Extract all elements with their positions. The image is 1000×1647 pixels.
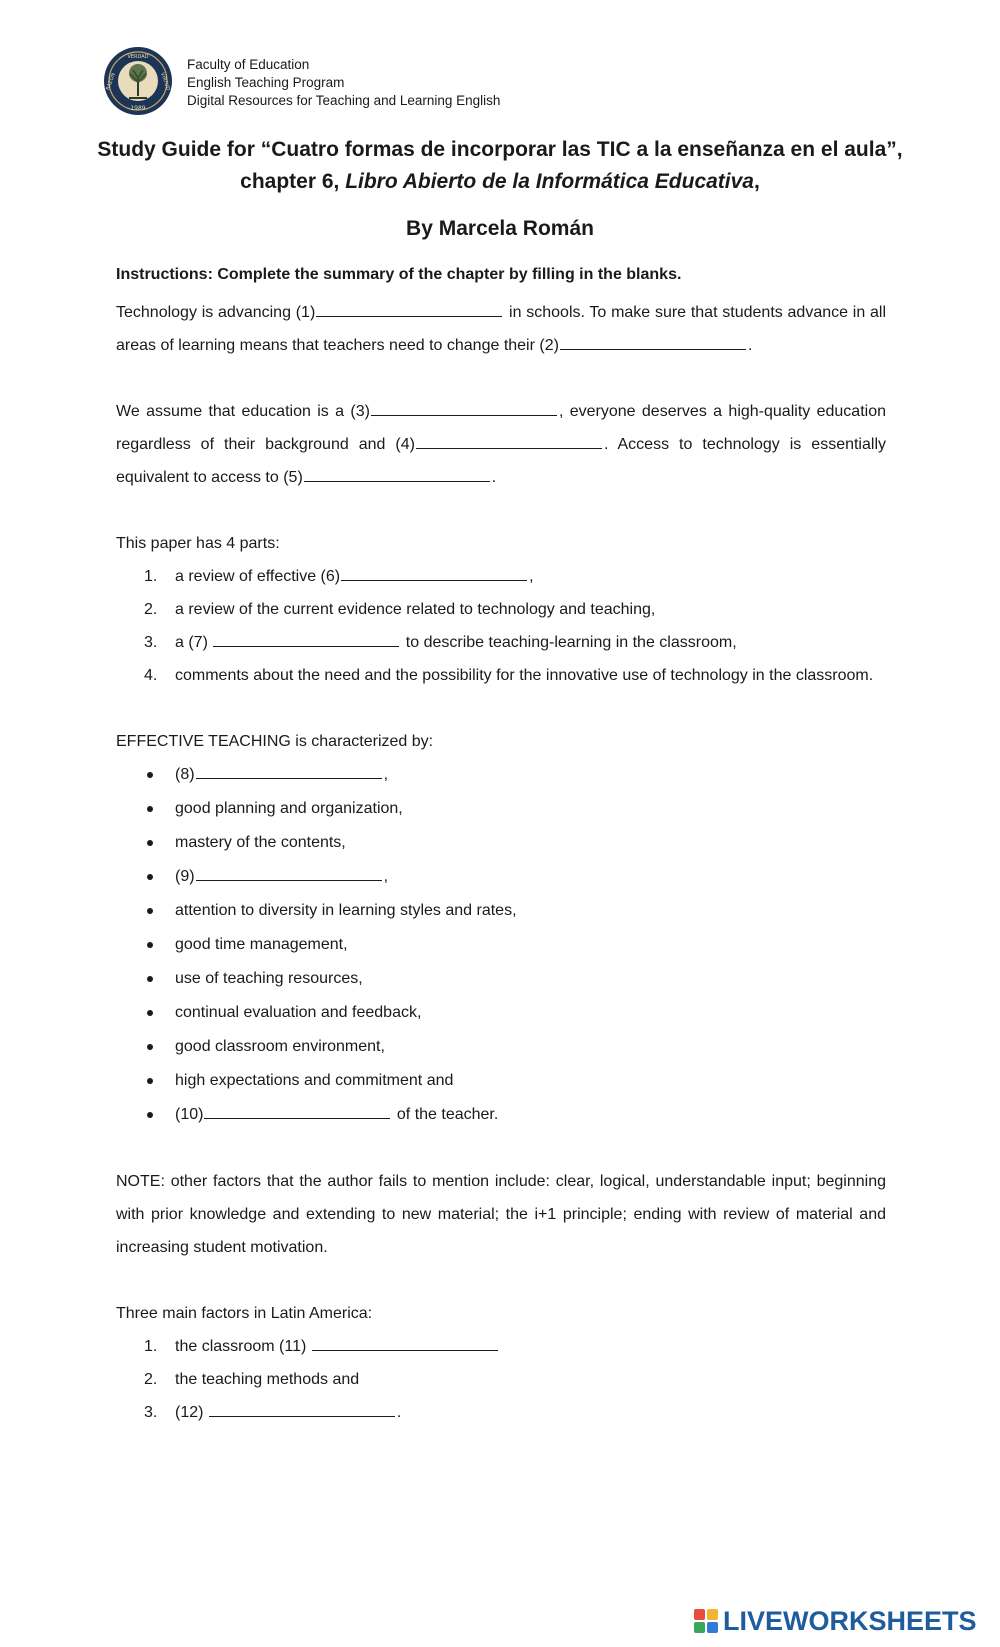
text: (8) <box>175 766 195 783</box>
title-comma: , <box>754 170 760 193</box>
text: use of teaching resources, <box>175 970 363 987</box>
item-number: 4. <box>144 667 158 684</box>
header-text <box>187 56 587 110</box>
list-item <box>116 928 886 962</box>
text: comments about the need and the possibility for the innovative use of technology in the classroom. <box>175 667 874 684</box>
parts-list <box>116 560 886 692</box>
bullet <box>147 874 153 880</box>
effective-list <box>116 758 886 1132</box>
text: of the teacher. <box>392 1106 499 1123</box>
effective-intro: EFFECTIVE TEACHING is characterized by: <box>116 733 434 750</box>
blank-3[interactable] <box>371 399 557 416</box>
list-item <box>116 996 886 1030</box>
latin-list <box>116 1330 886 1429</box>
text: to describe teaching-learning in the classroom, <box>401 634 737 651</box>
author: By Marcela Román <box>406 217 594 240</box>
list-item <box>116 626 886 659</box>
list-item <box>116 1098 886 1132</box>
program-line: English Teaching Program <box>187 75 345 90</box>
text: We assume that education is a (3) <box>116 403 370 420</box>
list-item <box>116 826 886 860</box>
resources-line: Digital Resources for Teaching and Learning English <box>187 93 501 108</box>
text: good planning and organization, <box>175 800 403 817</box>
svg-text:1989: 1989 <box>130 105 146 112</box>
text: a review of effective (6) <box>175 568 341 585</box>
blank-8[interactable] <box>196 762 382 779</box>
university-seal <box>103 46 173 116</box>
text: good time management, <box>175 936 348 953</box>
text: high expectations and commitment and <box>175 1072 454 1089</box>
item-number: 1. <box>144 1338 158 1355</box>
bullet <box>147 806 153 812</box>
page-title <box>80 134 920 198</box>
text: a (7) <box>175 634 213 651</box>
list-item <box>116 758 886 792</box>
bullet <box>147 942 153 948</box>
bullet <box>147 840 153 846</box>
blank-9[interactable] <box>196 864 382 881</box>
list-item <box>116 1396 886 1429</box>
text: , <box>383 868 389 885</box>
item-number: 2. <box>144 601 158 618</box>
text: the classroom (11) <box>175 1338 311 1355</box>
text: in schools. To make sure that students advance in all areas of learning means that teachers need to change their (2) <box>116 304 886 354</box>
text: , everyone deserves a high-quality education regardless of their background and (4) <box>116 403 886 453</box>
svg-text:VIRTUD: VIRTUD <box>158 71 171 92</box>
text: , <box>529 568 534 585</box>
text: (9) <box>175 868 195 885</box>
bullet <box>147 772 153 778</box>
text: , <box>383 766 389 783</box>
list-item <box>116 792 886 826</box>
list-item <box>116 894 886 928</box>
title-book: Libro Abierto de la Informática Educativa <box>345 170 754 193</box>
bullet <box>147 976 153 982</box>
bullet <box>147 1010 153 1016</box>
list-item <box>116 860 886 894</box>
text: good classroom environment, <box>175 1038 385 1055</box>
paragraph-1 <box>116 296 886 362</box>
title-line-2 <box>80 166 920 198</box>
list-item <box>116 1363 886 1396</box>
text: the teaching methods and <box>175 1371 360 1388</box>
worksheet-content <box>116 264 886 1429</box>
latin-intro: Three main factors in Latin America: <box>116 1305 373 1322</box>
liveworksheets-icon <box>693 1608 719 1634</box>
item-number: 1. <box>144 568 158 585</box>
paragraph-2 <box>116 395 886 494</box>
text: Technology is advancing (1) <box>116 304 316 321</box>
parts-intro: This paper has 4 parts: <box>116 535 280 552</box>
title-chapter: chapter 6, <box>240 170 346 193</box>
note: NOTE: other factors that the author fails to mention include: clear, logical, understandable input; beginning with prior knowledge and extending to new material; the i+1 principle; ending with review of material and increasing student motivation. <box>116 1173 886 1256</box>
list-item <box>116 659 886 692</box>
blank-11[interactable] <box>312 1334 498 1351</box>
blank-2[interactable] <box>560 333 746 350</box>
blank-5[interactable] <box>304 465 490 482</box>
text: attention to diversity in learning styles and rates, <box>175 902 517 919</box>
bullet <box>147 1078 153 1084</box>
bullet <box>147 1112 153 1118</box>
blank-1[interactable] <box>316 300 502 317</box>
list-item <box>116 1064 886 1098</box>
list-item <box>116 560 886 593</box>
list-item <box>116 1330 886 1363</box>
item-number: 3. <box>144 1404 158 1421</box>
blank-10[interactable] <box>204 1102 390 1119</box>
title-line-1: Study Guide for “Cuatro formas de incorporar las TIC a la enseñanza en el aula”, <box>97 138 903 161</box>
liveworksheets-logo-text: LIVEWORKSHEETS <box>723 1606 977 1636</box>
text: mastery of the contents, <box>175 834 346 851</box>
bullet <box>147 908 153 914</box>
bullet <box>147 1044 153 1050</box>
text: . <box>747 337 753 354</box>
list-item <box>116 1030 886 1064</box>
text: (10) <box>175 1106 204 1123</box>
list-item <box>116 593 886 626</box>
faculty-line: Faculty of Education <box>187 57 310 72</box>
item-number: 3. <box>144 634 158 651</box>
text: (12) <box>175 1404 208 1421</box>
text: . <box>491 469 497 486</box>
text: continual evaluation and feedback, <box>175 1004 422 1021</box>
instructions: Instructions: Complete the summary of the chapter by filling in the blanks. <box>116 266 682 283</box>
list-item <box>116 962 886 996</box>
text: a review of the current evidence related to technology and teaching, <box>175 601 656 618</box>
text: . <box>396 1404 402 1421</box>
text: . Access to technology is essentially equivalent to access to (5) <box>116 436 886 486</box>
blank-6[interactable] <box>341 564 527 581</box>
item-number: 2. <box>144 1371 158 1388</box>
blank-4[interactable] <box>416 432 602 449</box>
svg-text:RAZÓN: RAZÓN <box>105 72 117 92</box>
blank-7[interactable] <box>213 630 399 647</box>
svg-text:VERDAD: VERDAD <box>127 54 149 60</box>
blank-12[interactable] <box>209 1400 395 1417</box>
